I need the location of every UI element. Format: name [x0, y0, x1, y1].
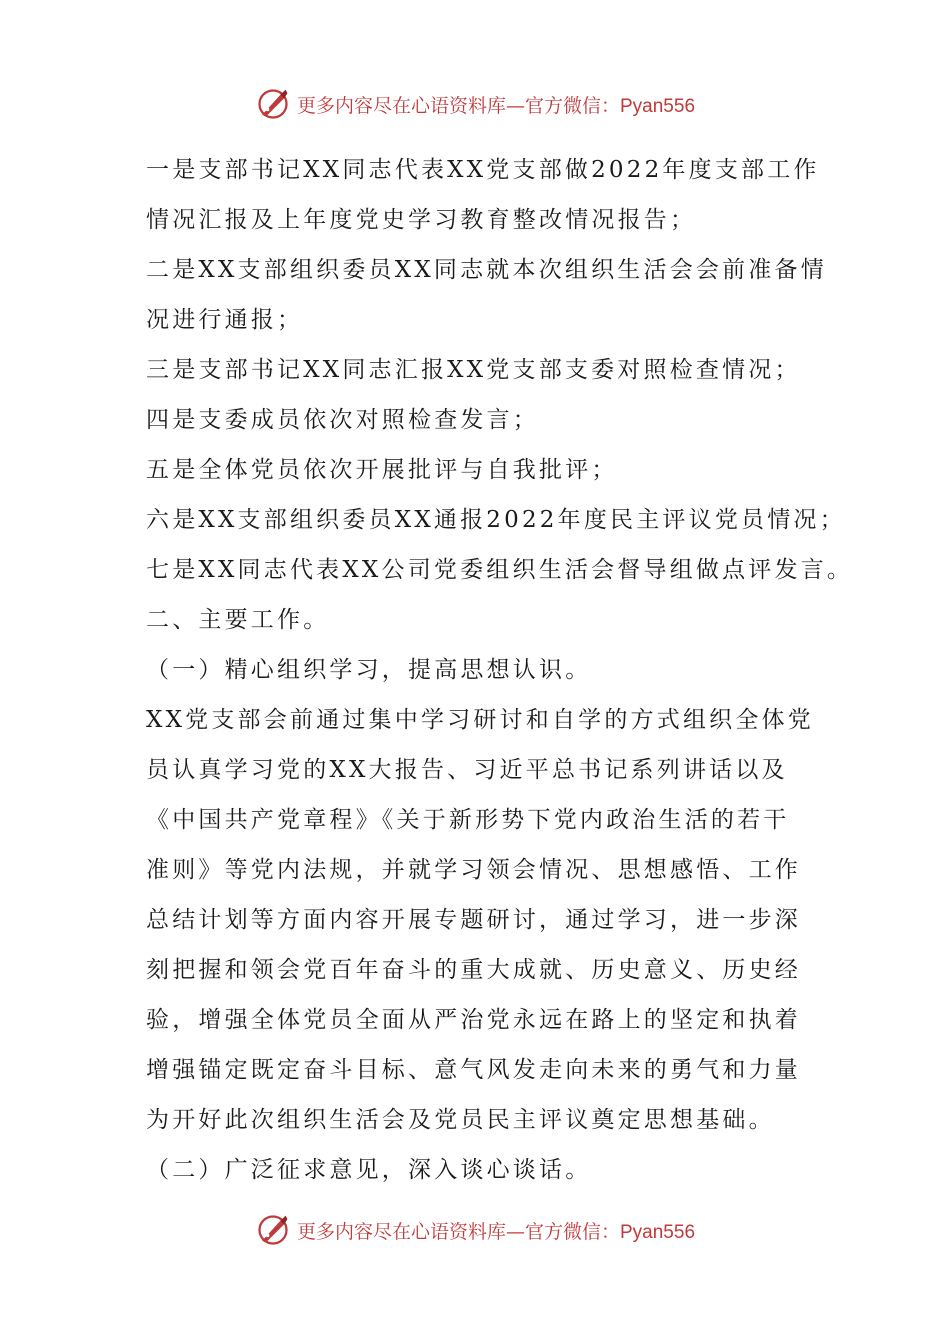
text-line: 总结计划等方面内容开展专题研讨，通过学习，进一步深 — [146, 907, 801, 933]
text-line: 员认真学习党的XX大报告、习近平总书记系列讲话以及 — [146, 757, 788, 783]
text-line: 七是XX同志代表XX公司党委组织生活会督导组做点评发言。 — [146, 557, 854, 583]
text-line: 况进行通报； — [146, 307, 304, 333]
text-line: 准则》等党内法规，并就学习领会情况、思想感悟、工作 — [146, 857, 801, 883]
text-line: 一是支部书记XX同志代表XX党支部做2022年度支部工作 — [146, 157, 820, 183]
text-line: 《中国共产党章程》《关于新形势下党内政治生活的若干 — [146, 807, 790, 833]
header-banner — [0, 84, 950, 124]
subsection-heading: （二）广泛征求意见，深入谈心谈话。 — [146, 1157, 592, 1183]
banner-text — [297, 1217, 695, 1244]
banner-label: 更多内容尽在心语资料库—官方微信： — [296, 1220, 620, 1243]
banner-label: 更多内容尽在心语资料库—官方微信： — [296, 94, 620, 117]
text-line: 验，增强全体党员全面从严治党永远在路上的坚定和执着 — [146, 1007, 801, 1033]
text-line: 情况汇报及上年度党史学习教育整改情况报告； — [146, 207, 697, 233]
text-line: 为开好此次组织生活会及党员民主评议奠定思想基础。 — [146, 1107, 775, 1133]
banner-wechat-id: Pyan556 — [620, 95, 696, 117]
text-line: XX党支部会前通过集中学习研讨和自学的方式组织全体党 — [146, 707, 814, 733]
text-line: 三是支部书记XX同志汇报XX党支部支委对照检查情况； — [146, 357, 801, 383]
text-line: 四是支委成员依次对照检查发言； — [146, 407, 539, 433]
banner-text — [297, 91, 695, 118]
subsection-heading: （一）精心组织学习，提高思想认识。 — [146, 657, 592, 683]
section-heading: 二、主要工作。 — [146, 607, 330, 633]
footer-banner — [0, 1210, 950, 1250]
pen-logo-icon — [255, 1212, 291, 1248]
pen-logo-icon — [255, 86, 291, 122]
text-line: 增强锚定既定奋斗目标、意气风发走向未来的勇气和力量 — [146, 1057, 801, 1083]
text-line: 六是XX支部组织委员XX通报2022年度民主评议党员情况； — [146, 507, 846, 533]
banner-wechat-id: Pyan556 — [620, 1221, 696, 1243]
text-line: 刻把握和领会党百年奋斗的重大成就、历史意义、历史经 — [146, 957, 801, 983]
text-line: 五是全体党员依次开展批评与自我批评； — [146, 457, 618, 483]
text-line: 二是XX支部组织委员XX同志就本次组织生活会会前准备情 — [146, 257, 827, 283]
document-body — [146, 145, 854, 1195]
